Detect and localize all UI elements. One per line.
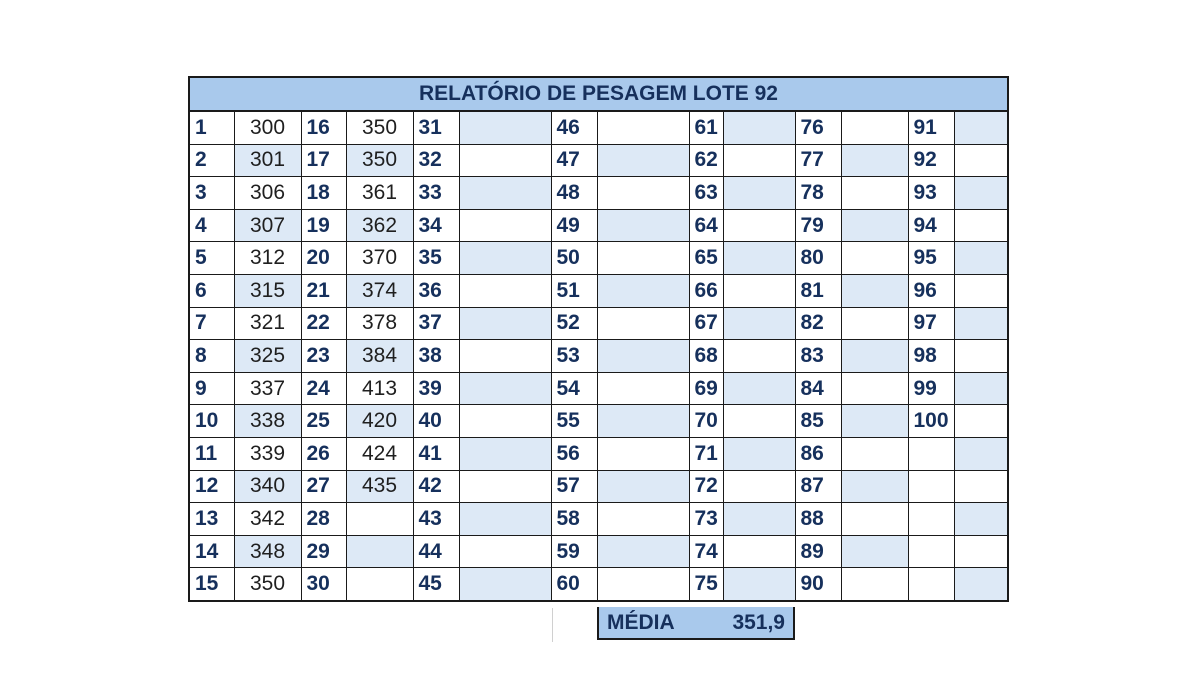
item-number: 50 — [551, 242, 597, 275]
item-number: 97 — [908, 307, 954, 340]
item-number: 60 — [551, 568, 597, 601]
item-number: 20 — [301, 242, 346, 275]
average-label: MÉDIA — [607, 610, 675, 634]
weight-cell[interactable] — [723, 144, 795, 177]
item-number — [908, 503, 954, 536]
item-number: 77 — [795, 144, 841, 177]
weight-cell[interactable] — [597, 437, 689, 470]
item-number: 33 — [413, 177, 459, 210]
weight-cell[interactable]: 301 — [234, 144, 301, 177]
weight-cell[interactable] — [459, 111, 551, 144]
item-number — [908, 568, 954, 601]
item-number: 13 — [189, 503, 234, 536]
weight-cell[interactable] — [459, 209, 551, 242]
weight-cell[interactable] — [723, 274, 795, 307]
table-row — [189, 470, 1008, 503]
item-number: 66 — [689, 274, 723, 307]
item-number: 79 — [795, 209, 841, 242]
weight-cell[interactable] — [597, 307, 689, 340]
table-row — [189, 437, 1008, 470]
weight-cell[interactable]: 339 — [234, 437, 301, 470]
average-value: 351,9 — [732, 610, 785, 634]
item-number: 35 — [413, 242, 459, 275]
item-number: 82 — [795, 307, 841, 340]
weight-cell[interactable] — [597, 209, 689, 242]
item-number: 81 — [795, 274, 841, 307]
weight-cell[interactable] — [723, 340, 795, 373]
item-number: 94 — [908, 209, 954, 242]
weight-cell[interactable]: 337 — [234, 372, 301, 405]
weight-cell[interactable] — [597, 144, 689, 177]
item-number: 32 — [413, 144, 459, 177]
table-row — [189, 372, 1008, 405]
item-number: 38 — [413, 340, 459, 373]
item-number: 63 — [689, 177, 723, 210]
weight-cell[interactable] — [723, 437, 795, 470]
item-number: 80 — [795, 242, 841, 275]
item-number: 37 — [413, 307, 459, 340]
item-number: 96 — [908, 274, 954, 307]
item-number: 34 — [413, 209, 459, 242]
weight-cell[interactable] — [841, 437, 908, 470]
weight-cell[interactable] — [723, 503, 795, 536]
weight-cell[interactable] — [597, 372, 689, 405]
item-number: 47 — [551, 144, 597, 177]
item-number: 58 — [551, 503, 597, 536]
weight-cell[interactable] — [954, 242, 1008, 275]
item-number: 76 — [795, 111, 841, 144]
table-row — [189, 307, 1008, 340]
table-row — [189, 242, 1008, 275]
weight-cell[interactable]: 307 — [234, 209, 301, 242]
weight-cell[interactable] — [954, 568, 1008, 601]
item-number: 25 — [301, 405, 346, 438]
item-number: 67 — [689, 307, 723, 340]
item-number: 92 — [908, 144, 954, 177]
weight-cell[interactable] — [954, 503, 1008, 536]
weight-cell[interactable] — [841, 372, 908, 405]
item-number: 86 — [795, 437, 841, 470]
weight-cell[interactable] — [954, 274, 1008, 307]
weight-cell[interactable] — [597, 274, 689, 307]
table-row — [189, 274, 1008, 307]
weight-cell[interactable] — [597, 242, 689, 275]
item-number: 29 — [301, 535, 346, 568]
weight-cell[interactable] — [841, 274, 908, 307]
item-number: 90 — [795, 568, 841, 601]
item-number: 12 — [189, 470, 234, 503]
weight-cell[interactable] — [346, 535, 413, 568]
item-number: 24 — [301, 372, 346, 405]
item-number: 6 — [189, 274, 234, 307]
item-number: 2 — [189, 144, 234, 177]
weight-cell[interactable] — [841, 209, 908, 242]
item-number: 3 — [189, 177, 234, 210]
weight-cell[interactable]: 378 — [346, 307, 413, 340]
item-number: 85 — [795, 405, 841, 438]
weight-cell[interactable]: 350 — [234, 568, 301, 601]
weight-cell[interactable] — [459, 307, 551, 340]
weight-cell[interactable] — [954, 177, 1008, 210]
item-number: 95 — [908, 242, 954, 275]
item-number: 42 — [413, 470, 459, 503]
item-number — [908, 437, 954, 470]
weight-cell[interactable]: 435 — [346, 470, 413, 503]
weight-cell[interactable] — [597, 405, 689, 438]
item-number: 4 — [189, 209, 234, 242]
weight-cell[interactable]: 420 — [346, 405, 413, 438]
item-number: 59 — [551, 535, 597, 568]
item-number: 17 — [301, 144, 346, 177]
item-number: 48 — [551, 177, 597, 210]
item-number: 89 — [795, 535, 841, 568]
item-number: 49 — [551, 209, 597, 242]
item-number: 87 — [795, 470, 841, 503]
weight-cell[interactable] — [346, 568, 413, 601]
weight-cell[interactable] — [954, 144, 1008, 177]
item-number: 54 — [551, 372, 597, 405]
weight-cell[interactable]: 362 — [346, 209, 413, 242]
item-number: 56 — [551, 437, 597, 470]
table-row — [189, 209, 1008, 242]
item-number: 61 — [689, 111, 723, 144]
item-number: 84 — [795, 372, 841, 405]
item-number: 74 — [689, 535, 723, 568]
weight-cell[interactable] — [723, 372, 795, 405]
item-number: 14 — [189, 535, 234, 568]
weight-cell[interactable] — [723, 111, 795, 144]
item-number: 99 — [908, 372, 954, 405]
weight-cell[interactable] — [841, 242, 908, 275]
weight-cell[interactable] — [459, 470, 551, 503]
weight-cell[interactable] — [459, 405, 551, 438]
item-number: 19 — [301, 209, 346, 242]
weight-cell[interactable] — [459, 372, 551, 405]
item-number: 7 — [189, 307, 234, 340]
weight-cell[interactable] — [954, 307, 1008, 340]
weight-cell[interactable] — [723, 209, 795, 242]
weight-cell[interactable]: 348 — [234, 535, 301, 568]
weight-cell[interactable] — [597, 177, 689, 210]
item-number: 91 — [908, 111, 954, 144]
weight-cell[interactable] — [841, 144, 908, 177]
weight-cell[interactable]: 312 — [234, 242, 301, 275]
weight-cell[interactable] — [723, 405, 795, 438]
weight-cell[interactable] — [954, 340, 1008, 373]
item-number: 68 — [689, 340, 723, 373]
weight-cell[interactable] — [597, 470, 689, 503]
weight-cell[interactable] — [346, 503, 413, 536]
item-number: 10 — [189, 405, 234, 438]
weight-cell[interactable] — [841, 307, 908, 340]
item-number: 45 — [413, 568, 459, 601]
item-number: 69 — [689, 372, 723, 405]
item-number: 5 — [189, 242, 234, 275]
table-row — [189, 177, 1008, 210]
item-number: 46 — [551, 111, 597, 144]
item-number: 64 — [689, 209, 723, 242]
item-number: 98 — [908, 340, 954, 373]
weight-cell[interactable] — [459, 535, 551, 568]
item-number: 62 — [689, 144, 723, 177]
item-number: 78 — [795, 177, 841, 210]
weight-cell[interactable] — [597, 568, 689, 601]
item-number: 30 — [301, 568, 346, 601]
weight-cell[interactable] — [459, 274, 551, 307]
item-number: 72 — [689, 470, 723, 503]
weight-cell[interactable]: 361 — [346, 177, 413, 210]
weight-cell[interactable]: 342 — [234, 503, 301, 536]
item-number: 11 — [189, 437, 234, 470]
item-number: 83 — [795, 340, 841, 373]
item-number: 52 — [551, 307, 597, 340]
weight-cell[interactable] — [954, 470, 1008, 503]
weight-cell[interactable] — [723, 535, 795, 568]
item-number: 93 — [908, 177, 954, 210]
item-number: 39 — [413, 372, 459, 405]
item-number: 1 — [189, 111, 234, 144]
weight-cell[interactable] — [723, 177, 795, 210]
item-number: 88 — [795, 503, 841, 536]
table-row — [189, 568, 1008, 601]
item-number: 9 — [189, 372, 234, 405]
weight-cell[interactable]: 338 — [234, 405, 301, 438]
weight-cell[interactable]: 413 — [346, 372, 413, 405]
item-number: 16 — [301, 111, 346, 144]
weight-cell[interactable]: 384 — [346, 340, 413, 373]
weight-cell[interactable] — [841, 177, 908, 210]
weight-cell[interactable] — [597, 111, 689, 144]
item-number: 26 — [301, 437, 346, 470]
weight-cell[interactable] — [841, 568, 908, 601]
report-title: RELATÓRIO DE PESAGEM LOTE 92 — [189, 77, 1008, 111]
weight-cell[interactable]: 340 — [234, 470, 301, 503]
weight-cell[interactable]: 321 — [234, 307, 301, 340]
item-number: 65 — [689, 242, 723, 275]
weight-cell[interactable] — [954, 535, 1008, 568]
item-number: 28 — [301, 503, 346, 536]
item-number: 71 — [689, 437, 723, 470]
weight-cell[interactable] — [597, 535, 689, 568]
item-number: 55 — [551, 405, 597, 438]
item-number: 41 — [413, 437, 459, 470]
table-row — [189, 340, 1008, 373]
item-number: 53 — [551, 340, 597, 373]
gridline-fragment — [552, 608, 553, 642]
weight-cell[interactable]: 370 — [346, 242, 413, 275]
average-box — [597, 607, 795, 640]
weight-cell[interactable]: 315 — [234, 274, 301, 307]
item-number: 43 — [413, 503, 459, 536]
weight-cell[interactable] — [597, 340, 689, 373]
item-number: 8 — [189, 340, 234, 373]
weight-cell[interactable]: 306 — [234, 177, 301, 210]
item-number: 21 — [301, 274, 346, 307]
weight-cell[interactable] — [841, 111, 908, 144]
item-number: 44 — [413, 535, 459, 568]
weight-cell[interactable] — [841, 470, 908, 503]
weight-cell[interactable]: 325 — [234, 340, 301, 373]
weight-cell[interactable] — [954, 111, 1008, 144]
item-number: 40 — [413, 405, 459, 438]
weight-cell[interactable] — [841, 405, 908, 438]
weight-cell[interactable]: 350 — [346, 144, 413, 177]
item-number: 36 — [413, 274, 459, 307]
item-number: 22 — [301, 307, 346, 340]
table-row — [189, 111, 1008, 144]
weight-cell[interactable]: 424 — [346, 437, 413, 470]
weighing-report-table — [188, 76, 1009, 602]
weight-cell[interactable] — [459, 437, 551, 470]
title-row — [189, 77, 1008, 111]
item-number: 31 — [413, 111, 459, 144]
item-number: 27 — [301, 470, 346, 503]
weight-cell[interactable] — [841, 535, 908, 568]
table-row — [189, 144, 1008, 177]
weight-cell[interactable] — [459, 242, 551, 275]
item-number: 75 — [689, 568, 723, 601]
table-row — [189, 535, 1008, 568]
weight-cell[interactable]: 374 — [346, 274, 413, 307]
weight-cell[interactable] — [723, 470, 795, 503]
table-row — [189, 405, 1008, 438]
item-number — [908, 535, 954, 568]
item-number: 73 — [689, 503, 723, 536]
item-number: 51 — [551, 274, 597, 307]
weight-cell[interactable] — [954, 372, 1008, 405]
weight-cell[interactable]: 300 — [234, 111, 301, 144]
weight-cell[interactable] — [459, 177, 551, 210]
weight-cell[interactable] — [723, 242, 795, 275]
item-number: 23 — [301, 340, 346, 373]
item-number: 18 — [301, 177, 346, 210]
weight-cell[interactable] — [459, 144, 551, 177]
item-number — [908, 470, 954, 503]
weight-cell[interactable] — [459, 568, 551, 601]
table-row — [189, 503, 1008, 536]
weight-cell[interactable] — [841, 340, 908, 373]
weight-cell[interactable] — [723, 568, 795, 601]
item-number: 100 — [908, 405, 954, 438]
weight-cell[interactable] — [954, 437, 1008, 470]
item-number: 57 — [551, 470, 597, 503]
weight-cell[interactable] — [954, 209, 1008, 242]
weight-cell[interactable] — [459, 503, 551, 536]
item-number: 15 — [189, 568, 234, 601]
weight-cell[interactable]: 350 — [346, 111, 413, 144]
weight-cell[interactable] — [459, 340, 551, 373]
weight-cell[interactable] — [841, 503, 908, 536]
item-number: 70 — [689, 405, 723, 438]
weight-cell[interactable] — [954, 405, 1008, 438]
weight-cell[interactable] — [597, 503, 689, 536]
weight-cell[interactable] — [723, 307, 795, 340]
